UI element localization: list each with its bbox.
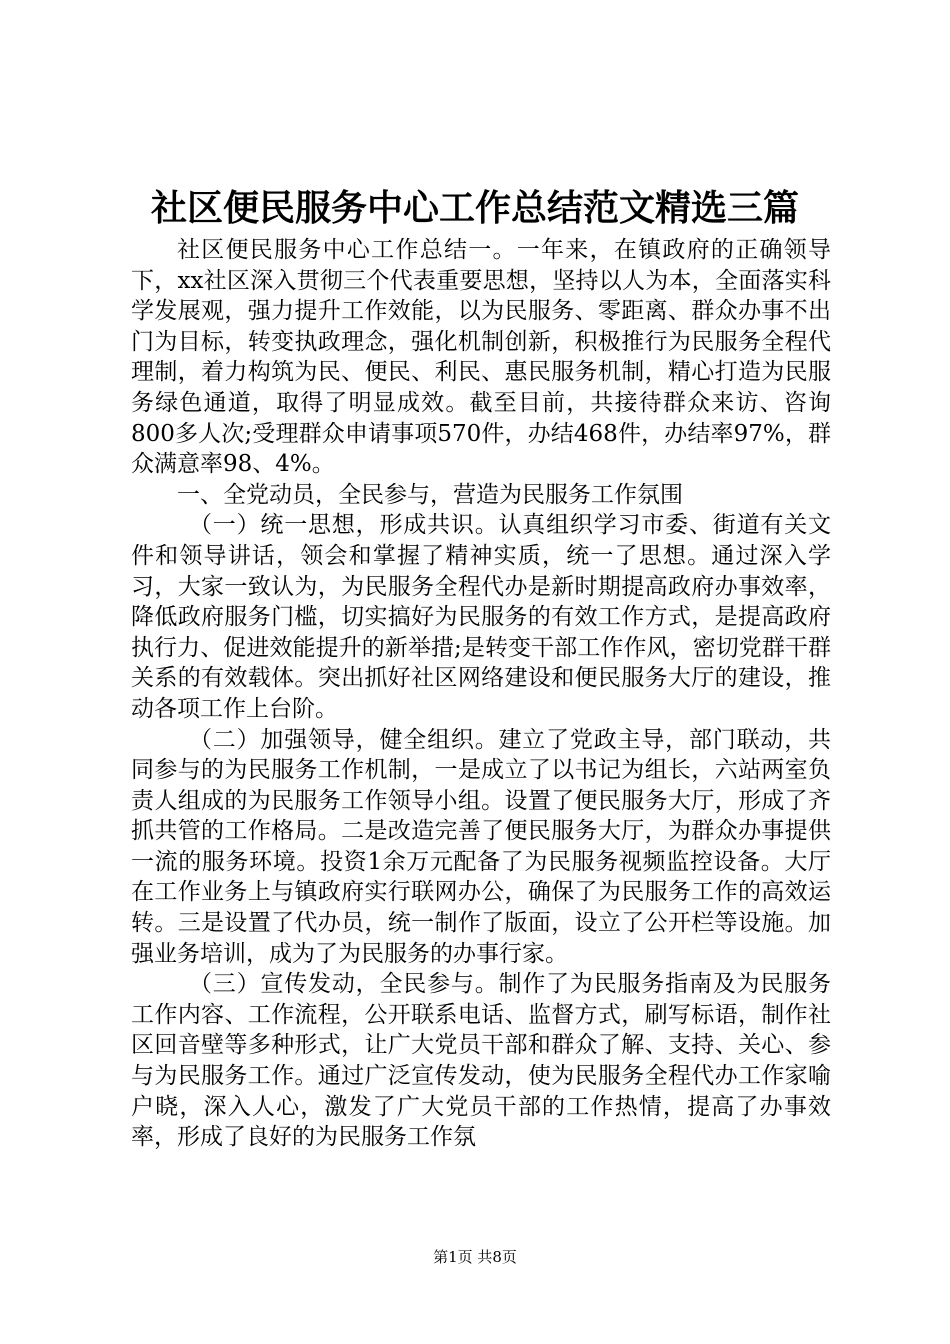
paragraph-intro: 社区便民服务中心工作总结一。一年来，在镇政府的正确领导下，xx社区深入贯彻三个代表重要思想，坚持以人为本，全面落实科学发展观，强力提升工作效能，以为民服务、零距离、群众办事不出门为目标，转变执政理念，强化机制创新，积极推行为民服务全程代理制，着力构筑为民、便民、利民、惠民服务机制，精心打造为民服务绿色通道，取得了明显成效。截至目前，共接待群众来访、咨询800多人次;受理群众申请事项570件，办结468件，办结率97%，群众满意率98、4%。 (131, 237, 831, 478)
paragraph-subsection-2: （二）加强领导，健全组织。建立了党政主导，部门联动，共同参与的为民服务工作机制，一是成立了以书记为组长，六站两室负责人组成的为民服务工作领导小组。设置了便民服务大厅，形成了齐抓共管的工作格局。二是改造完善了便民服务大厅，为群众办事提供一流的服务环境。投资1余万元配备了为民服务视频监控设备。大厅在工作业务上与镇政府实行联网办公，确保了为民服务工作的高效运转。三是设置了代办员，统一制作了版面，设立了公开栏等设施。加强业务培训，成为了为民服务的办事行家。 (131, 726, 831, 967)
document-body (131, 235, 831, 1153)
document-title: 社区便民服务中心工作总结范文精选三篇 (150, 187, 799, 229)
paragraph-subsection-3: （三）宣传发动，全民参与。制作了为民服务指南及为民服务工作内容、工作流程，公开联系电话、监督方式，刷写标语，制作社区回音壁等多种形式，让广大党员干部和群众了解、支持、关心、参与为民服务工作。通过广泛宣传发动，使为民服务全程代办工作家喻户晓，深入人心，激发了广大党员干部的工作热情，提高了办事效率，形成了良好的为民服务工作氛 (131, 971, 831, 1151)
page-footer: 第1页 共8页 (433, 1248, 517, 1266)
paragraph-subsection-1: （一）统一思想，形成共识。认真组织学习市委、街道有关文件和领导讲话，领会和掌握了精神实质，统一了思想。通过深入学习，大家一致认为，为民服务全程代办是新时期提高政府办事效率，降低政府服务门槛，切实搞好为民服务的有效工作方式，是提高政府执行力、促进效能提升的新举措;是转变干部工作作风，密切党群干群关系的有效载体。突出抓好社区网络建设和便民服务大厅的建设，推动各项工作上台阶。 (131, 512, 831, 722)
section-heading-1: 一、全党动员，全民参与，营造为民服务工作氛围 (177, 481, 683, 508)
